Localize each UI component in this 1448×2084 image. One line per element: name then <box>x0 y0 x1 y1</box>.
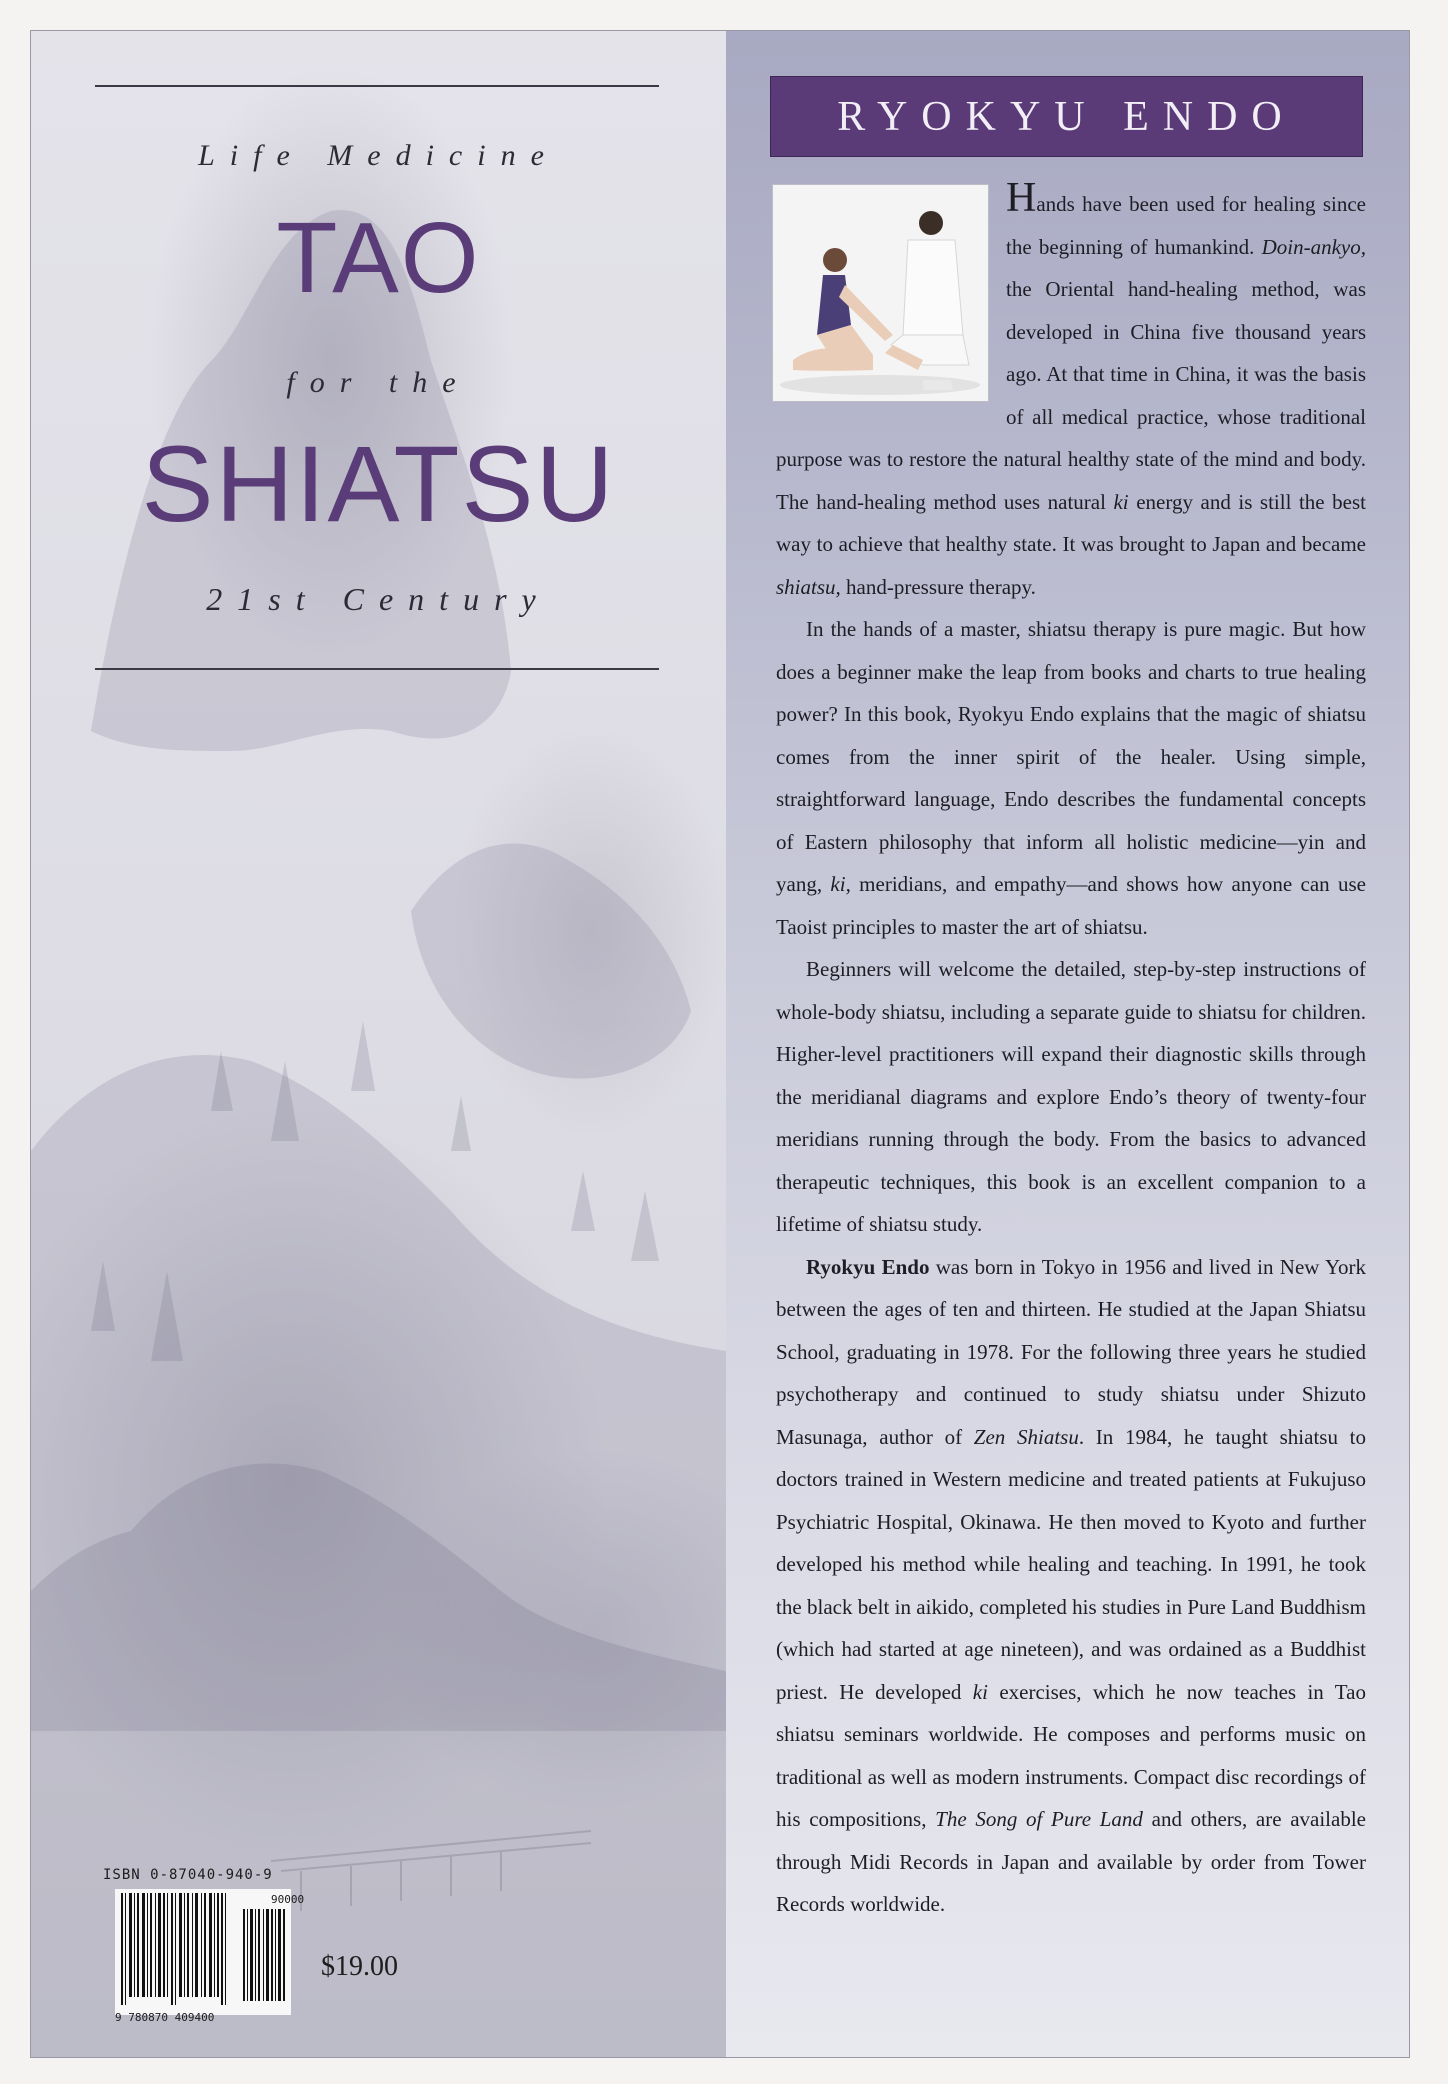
title-line-life-medicine: Life Medicine <box>198 139 559 172</box>
barcode-digits: 9 780870 409400 <box>115 2011 215 2024</box>
paragraph-beginners: Beginners will welcome the detailed, step-by-step instructions of whole-body shiatsu, including a separate guide to shiatsu for children. Higher-level practitioners will expand their diagnostic skills through the meridianal diagrams and explore Endo’s theory of twenty-four meridians running through the body. From the basics to advanced therapeutic techniques, this book is an excellent companion to a lifetime of shiatsu study. <box>776 957 1366 1236</box>
barcode-icon <box>115 1889 291 2015</box>
title-line-21st-century: 21st Century <box>206 581 551 617</box>
drop-cap: H <box>1006 175 1037 221</box>
paragraph-intro: Hands have been used for healing since the beginning of humankind. Doin-ankyo, the Oriental hand-healing method, was developed in China five thousand years ago. At that time in China, it was the basis of all medical practice, whose traditional purpose was to restore the natural healthy state of the mind and body. The hand-healing method uses natural ki energy and is still the best way to achieve that healthy state. It was brought to Japan and became shiatsu, hand-pressure therapy. <box>776 175 1367 599</box>
paragraph-author-bio: Ryokyu Endo was born in Tokyo in 1956 and lived in New York between the ages of ten and thirteen. He studied at the Japan Shiatsu School, graduating in 1978. For the following three years he studied psychotherapy and continued to study shiatsu under Shizuto Masunaga, author of Zen Shiatsu. In 1984, he taught shiatsu to doctors trained in Western medicine and treated patients at Fukujuso Psychiatric Hospital, Okinawa. He then moved to Kyoto and further developed his method while healing and teaching. In 1991, he took the black belt in aikido, completed his studies in Pure Land Buddhism (which had started at age nineteen), and was ordained as a Buddhist priest. He developed ki exercises, which he now teaches in Tao shiatsu seminars worldwide. He composes and performs music on traditional as well as modern instruments. Compact disc recordings of his compositions, The Song of Pure Land and others, are available through Midi Records in Japan and available by order from Tower Records worldwide. <box>776 1254 1366 1916</box>
description-text <box>776 175 1367 1926</box>
landscape-painting <box>31 31 726 2057</box>
isbn-label: ISBN 0-87040-940-9 <box>103 1867 273 1883</box>
book-back-cover <box>30 30 1410 2058</box>
author-name: RYOKYU ENDO <box>837 94 1296 140</box>
paragraph-master: In the hands of a master, shiatsu therapy is pure magic. But how does a beginner make the leap from books and charts to true healing power? In this book, Ryokyu Endo explains that the magic of shiatsu comes from the inner spirit of the healer. Using simple, straightforward language, Endo describes the fundamental concepts of Eastern philosophy that inform all holistic medicine—yin and yang, ki, meridians, and empathy—and shows how anyone can use Taoist principles to master the art of shiatsu. <box>776 617 1367 939</box>
title-tao: TAO <box>276 202 481 314</box>
price-label: $19.00 <box>321 1951 398 1982</box>
top-rule <box>95 85 659 87</box>
bottom-rule <box>95 668 659 670</box>
title-shiatsu: SHIATSU <box>141 423 616 544</box>
author-banner <box>770 76 1363 157</box>
description-panel <box>726 31 1409 2057</box>
front-title-panel <box>31 31 726 2057</box>
title-line-for-the: for the <box>286 366 471 399</box>
barcode-addon-digits: 90000 <box>271 1893 305 1906</box>
